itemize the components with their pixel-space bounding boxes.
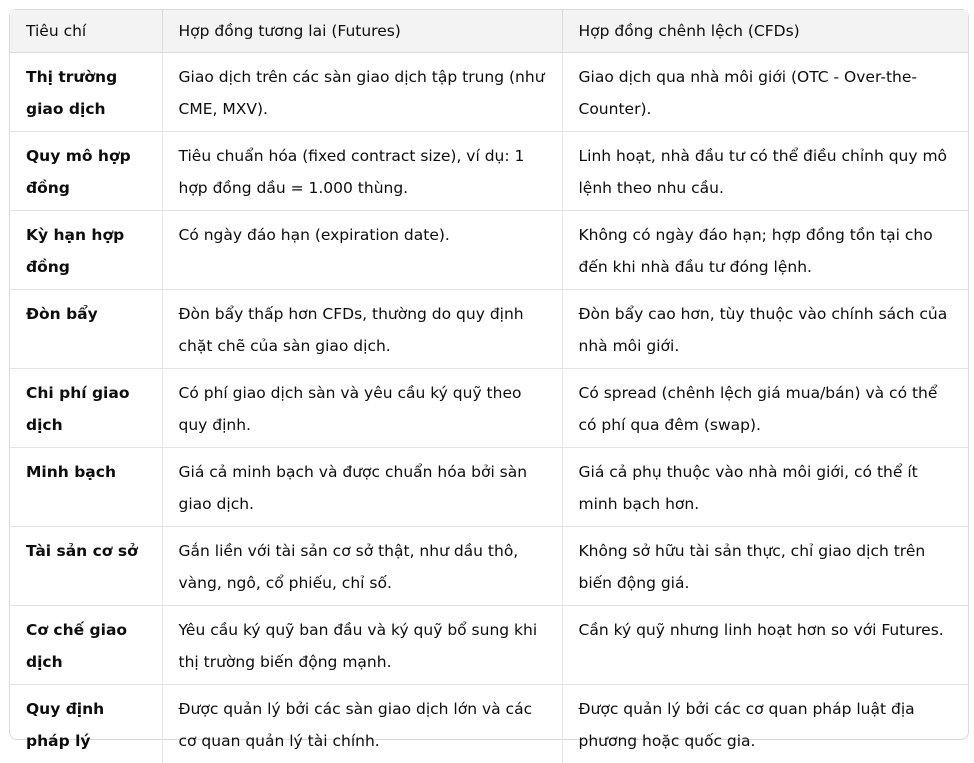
cell-cfds: Giá cả phụ thuộc vào nhà môi giới, có thể ít minh bạch hơn. [562, 448, 968, 527]
table-row [10, 606, 968, 685]
cell-cfds: Không có ngày đáo hạn; hợp đồng tồn tại cho đến khi nhà đầu tư đóng lệnh. [562, 211, 968, 290]
table-row [10, 369, 968, 448]
cell-futures: Giá cả minh bạch và được chuẩn hóa bởi sàn giao dịch. [162, 448, 562, 527]
cell-futures: Tiêu chuẩn hóa (fixed contract size), ví dụ: 1 hợp đồng dầu = 1.000 thùng. [162, 132, 562, 211]
table-row [10, 53, 968, 132]
table-row [10, 448, 968, 527]
comparison-table [10, 10, 968, 763]
table-row [10, 527, 968, 606]
cell-criterion: Thị trường giao dịch [10, 53, 162, 132]
table-row [10, 132, 968, 211]
cell-criterion: Chi phí giao dịch [10, 369, 162, 448]
cell-futures: Gắn liền với tài sản cơ sở thật, như dầu thô, vàng, ngô, cổ phiếu, chỉ số. [162, 527, 562, 606]
cell-criterion: Kỳ hạn hợp đồng [10, 211, 162, 290]
cell-futures: Giao dịch trên các sàn giao dịch tập trung (như CME, MXV). [162, 53, 562, 132]
table-header-row [10, 10, 968, 53]
cell-criterion: Minh bạch [10, 448, 162, 527]
cell-cfds: Có spread (chênh lệch giá mua/bán) và có thể có phí qua đêm (swap). [562, 369, 968, 448]
cell-futures: Yêu cầu ký quỹ ban đầu và ký quỹ bổ sung khi thị trường biến động mạnh. [162, 606, 562, 685]
cell-criterion: Đòn bẩy [10, 290, 162, 369]
cell-futures: Có phí giao dịch sàn và yêu cầu ký quỹ theo quy định. [162, 369, 562, 448]
cell-futures: Có ngày đáo hạn (expiration date). [162, 211, 562, 290]
table-row [10, 211, 968, 290]
cell-criterion: Quy mô hợp đồng [10, 132, 162, 211]
header-futures: Hợp đồng tương lai (Futures) [162, 10, 562, 53]
cell-cfds: Cần ký quỹ nhưng linh hoạt hơn so với Futures. [562, 606, 968, 685]
cell-futures: Được quản lý bởi các sàn giao dịch lớn và các cơ quan quản lý tài chính. [162, 685, 562, 763]
cell-criterion: Quy định pháp lý [10, 685, 162, 763]
header-criterion: Tiêu chí [10, 10, 162, 53]
cell-criterion: Cơ chế giao dịch [10, 606, 162, 685]
cell-cfds: Linh hoạt, nhà đầu tư có thể điều chỉnh quy mô lệnh theo nhu cầu. [562, 132, 968, 211]
cell-criterion: Tài sản cơ sở [10, 527, 162, 606]
table-row [10, 290, 968, 369]
table-row [10, 685, 968, 763]
cell-cfds: Giao dịch qua nhà môi giới (OTC - Over-the-Counter). [562, 53, 968, 132]
cell-cfds: Không sở hữu tài sản thực, chỉ giao dịch trên biến động giá. [562, 527, 968, 606]
cell-cfds: Được quản lý bởi các cơ quan pháp luật địa phương hoặc quốc gia. [562, 685, 968, 763]
cell-cfds: Đòn bẩy cao hơn, tùy thuộc vào chính sách của nhà môi giới. [562, 290, 968, 369]
header-cfds: Hợp đồng chênh lệch (CFDs) [562, 10, 968, 53]
cell-futures: Đòn bẩy thấp hơn CFDs, thường do quy định chặt chẽ của sàn giao dịch. [162, 290, 562, 369]
comparison-table-container [9, 9, 969, 740]
